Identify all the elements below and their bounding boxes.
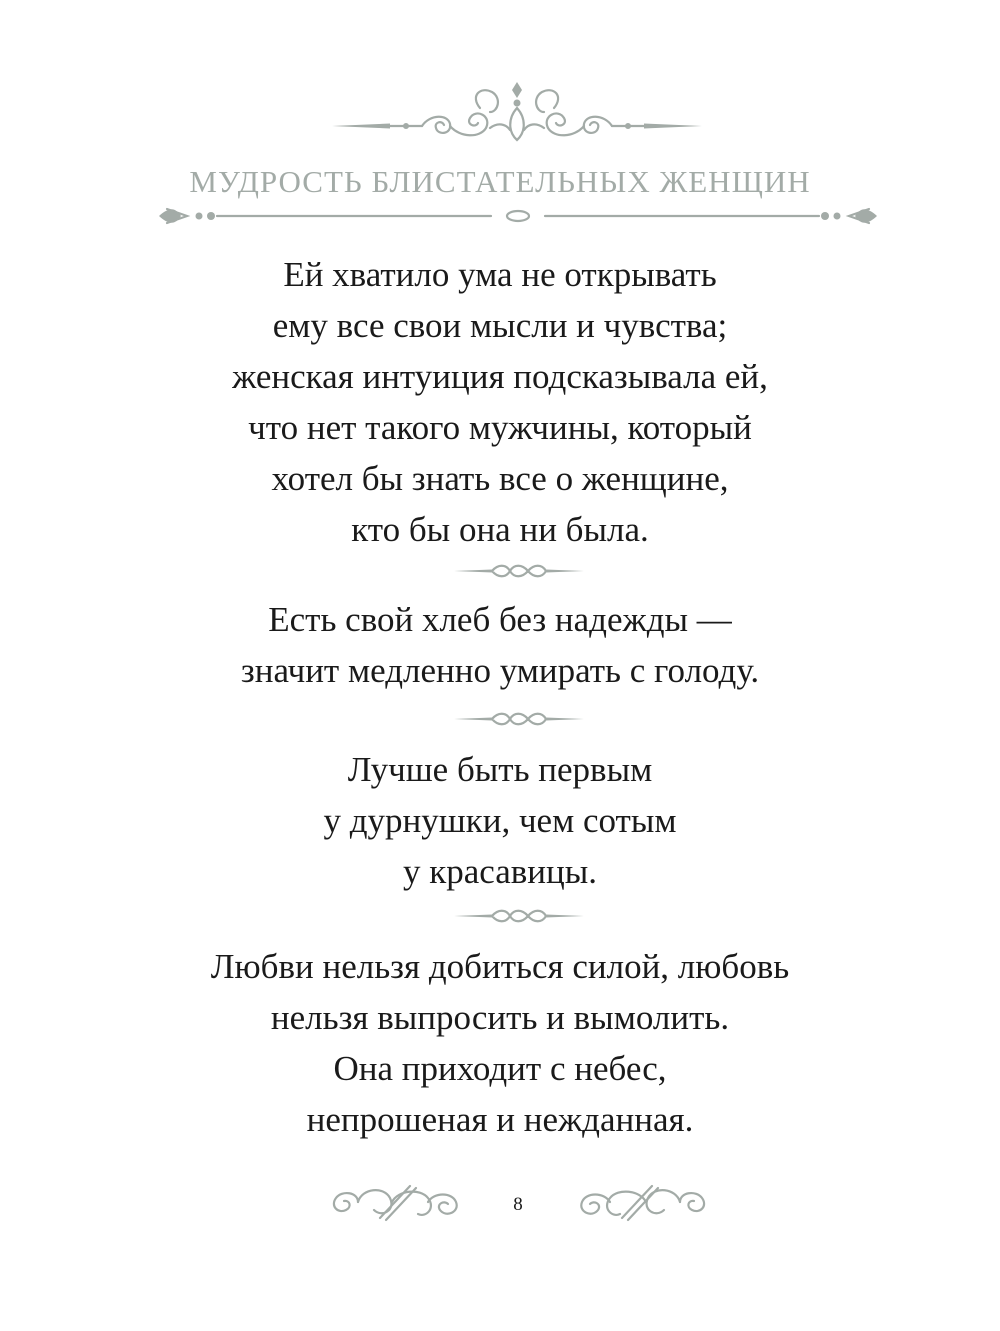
quote-line: Есть свой хлеб без надежды — (268, 600, 732, 639)
quote-line: женская интуиция подсказывала ей, (232, 357, 768, 396)
quote-4 (0, 941, 1000, 1145)
page-number: 8 (513, 1194, 523, 1215)
quote-line: Любви нельзя добиться силой, любовь (210, 947, 790, 986)
quote-line: значит медленно умирать с голоду. (240, 651, 760, 690)
quote-line: у дурнушки, чем сотым (323, 801, 677, 840)
quote-line: Лучше быть первым (347, 750, 653, 789)
knot-divider-icon (452, 906, 586, 926)
quote-line: кто бы она ни была. (351, 510, 649, 549)
quote-line: ему все свои мысли и чувства; (272, 306, 728, 345)
quote-line: Ей хватило ума не открывать (283, 255, 717, 294)
quote-line: Она приходит с небес, (333, 1049, 667, 1088)
quote-line: нельзя выпросить и вымолить. (270, 998, 730, 1037)
quote-line: хотел бы знать все о женщине, (271, 459, 729, 498)
swirl-flourish-icon (328, 1180, 462, 1224)
knot-divider-icon (452, 709, 586, 729)
quote-line: у красавицы. (402, 852, 598, 891)
swirl-flourish-icon (576, 1180, 710, 1224)
running-title: МУДРОСТЬ БЛИСТАТЕЛЬНЫХ ЖЕНЩИН (189, 164, 811, 199)
knot-divider-icon (452, 561, 586, 581)
header-flourish-icon (330, 78, 704, 146)
title-rule-icon (157, 203, 879, 229)
quote-line: непрошеная и нежданная. (306, 1100, 694, 1139)
quote-2 (0, 594, 1000, 696)
quote-3 (0, 744, 1000, 897)
quote-1 (0, 249, 1000, 555)
quote-line: что нет такого мужчины, который (248, 408, 752, 447)
